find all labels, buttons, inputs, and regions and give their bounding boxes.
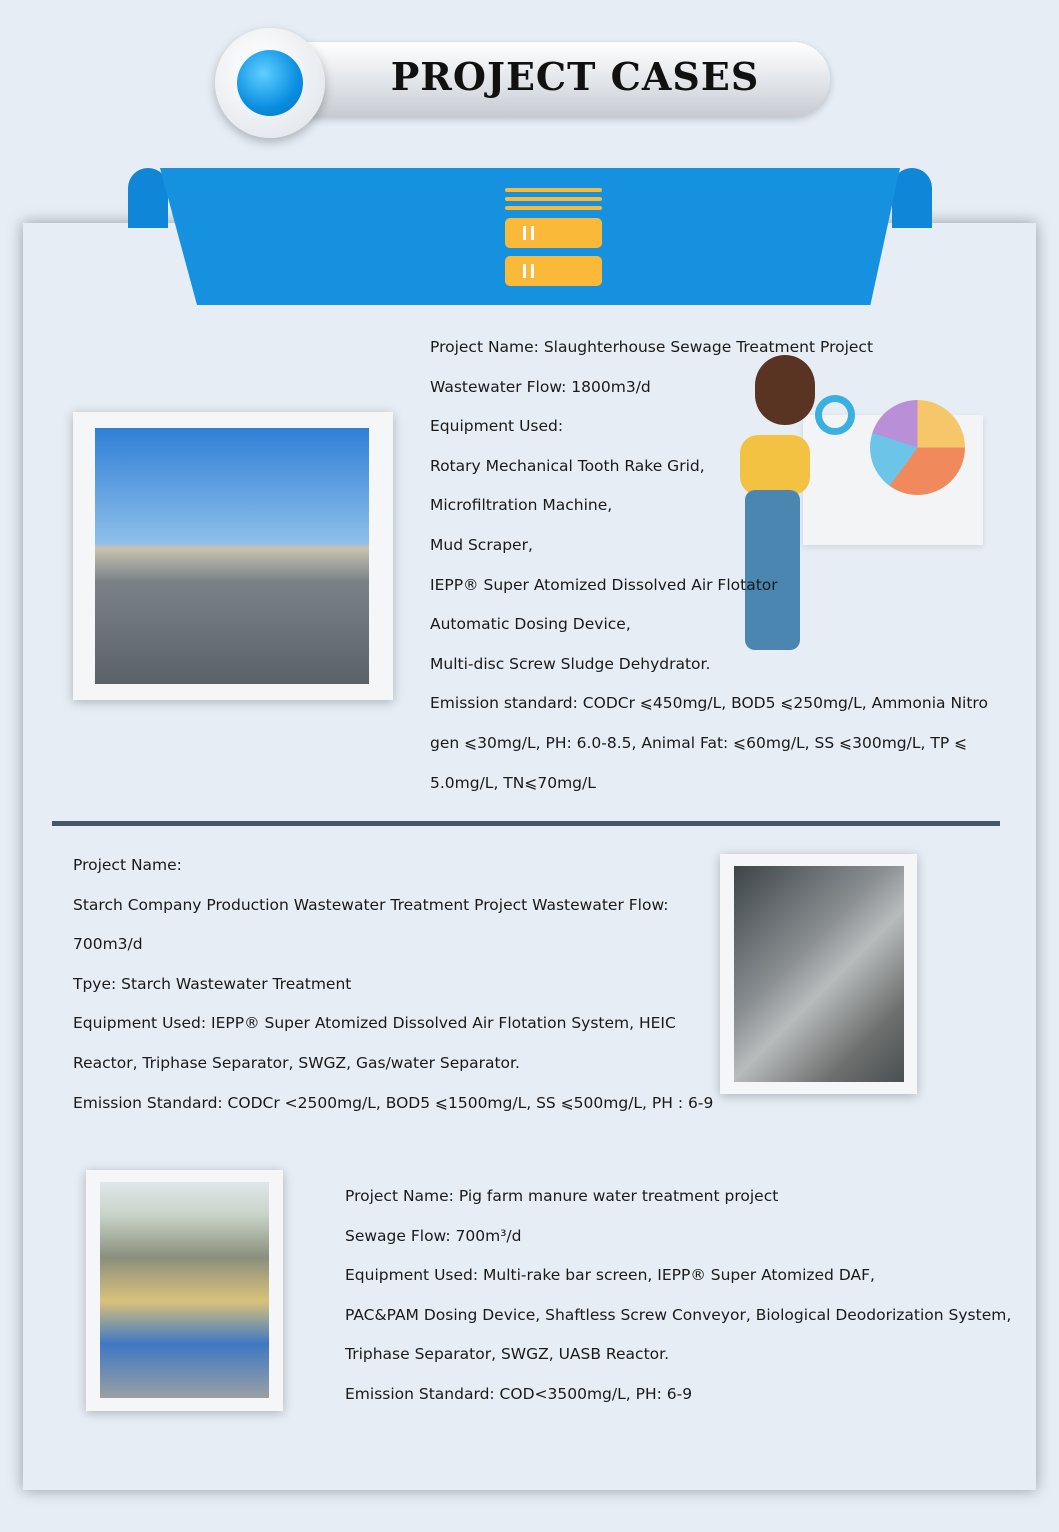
case1-equipment-item: Mud Scraper, <box>430 535 533 554</box>
case3-equipment: Equipment Used: Multi-rake bar screen, IEPP® Super Atomized DAF, <box>345 1266 875 1285</box>
divider <box>52 821 1000 826</box>
case2-project-name: Starch Company Production Wastewater Treatment Project Wastewater Flow: <box>73 895 669 914</box>
case2-equipment: Reactor, Triphase Separator, SWGZ, Gas/water Separator. <box>73 1053 520 1072</box>
case2-photo <box>720 854 917 1094</box>
case3-text <box>345 1177 1011 1415</box>
case1-text <box>430 328 988 803</box>
case1-photo <box>73 412 393 700</box>
case2-equipment: Equipment Used: IEPP® Super Atomized Dissolved Air Flotation System, HEIC <box>73 1014 676 1033</box>
case3-photo <box>86 1170 283 1411</box>
circle-icon <box>215 28 325 138</box>
page-title: PROJECT CASES <box>390 54 760 99</box>
case1-emission: gen ⩽30mg/L, PH: 6.0-8.5, Animal Fat: ⩽60mg/L, SS ⩽300mg/L, TP ⩽ <box>430 733 968 752</box>
case3-flow: Sewage Flow: 700m³/d <box>345 1226 522 1245</box>
case1-equipment-item: IEPP® Super Atomized Dissolved Air Flotator <box>430 575 778 594</box>
case1-emission: Emission standard: CODCr ⩽450mg/L, BOD5 ⩽250mg/L, Ammonia Nitro <box>430 694 988 713</box>
case2-text <box>73 846 713 1123</box>
case1-project-name: Project Name: Slaughterhouse Sewage Treatment Project <box>430 338 874 356</box>
case3-equipment: Triphase Separator, SWGZ, UASB Reactor. <box>345 1345 670 1364</box>
case1-equipment-item: Automatic Dosing Device, <box>430 615 631 634</box>
case3-emission: Emission Standard: COD<3500mg/L, PH: 6-9 <box>345 1384 693 1403</box>
case1-equipment-label: Equipment Used: <box>430 417 564 436</box>
case2-project-label: Project Name: <box>73 856 182 874</box>
header-banner <box>215 28 835 138</box>
case3-equipment: PAC&PAM Dosing Device, Shaftless Screw Conveyor, Biological Deodorization System, <box>345 1305 1012 1324</box>
case1-equipment-item: Microfiltration Machine, <box>430 496 613 515</box>
case1-equipment-item: Multi-disc Screw Sludge Dehydrator. <box>430 654 711 673</box>
case1-emission: 5.0mg/L, TN⩽70mg/L <box>430 773 596 792</box>
case1-equipment-item: Rotary Mechanical Tooth Rake Grid, <box>430 456 705 475</box>
case2-type: Tpye: Starch Wastewater Treatment <box>73 974 352 993</box>
case2-emission: Emission Standard: CODCr <2500mg/L, BOD5 ⩽1500mg/L, SS ⩽500mg/L, PH : 6-9 <box>73 1093 714 1112</box>
case2-flow: 700m3/d <box>73 935 143 954</box>
case1-flow: Wastewater Flow: 1800m3/d <box>430 377 651 396</box>
server-icon <box>505 188 602 286</box>
case3-project-name: Project Name: Pig farm manure water treatment project <box>345 1187 779 1205</box>
